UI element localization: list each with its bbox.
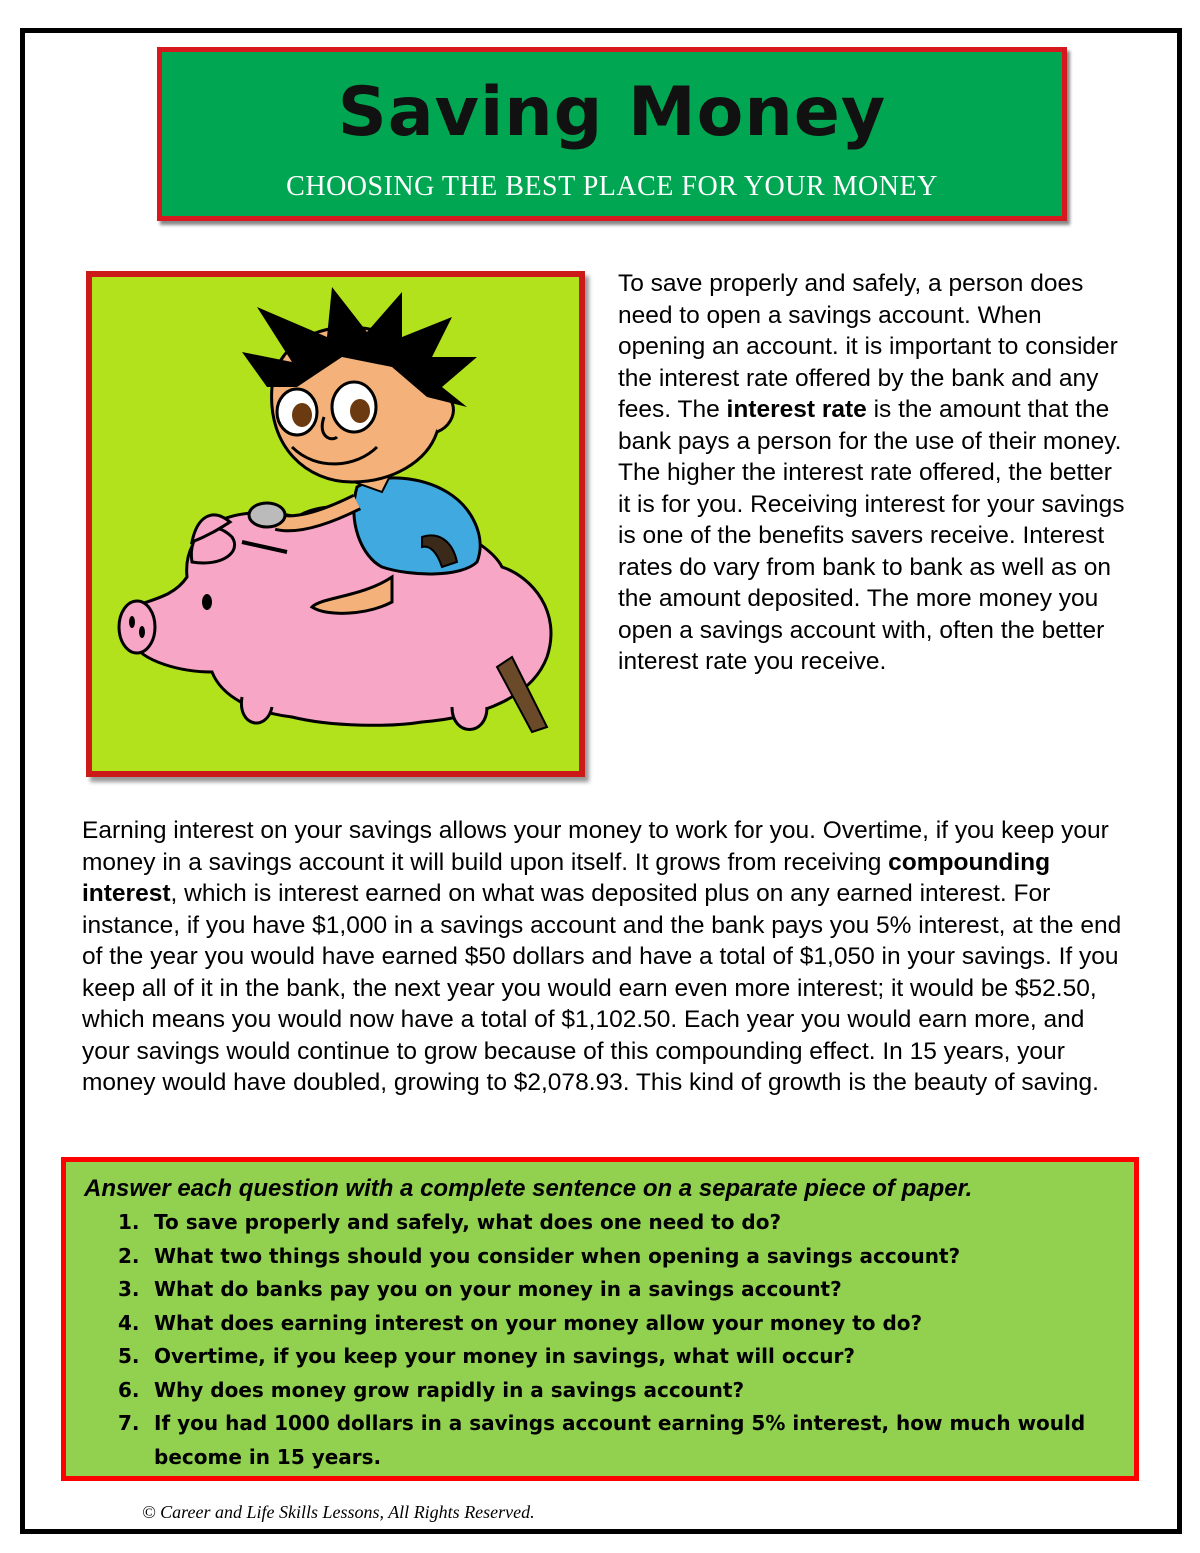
question-item	[118, 1340, 1118, 1374]
boy-on-piggy-bank-illustration	[86, 271, 585, 777]
question-number: 6.	[118, 1377, 140, 1402]
intro-text-part2: is the amount that the bank pays a person for the use of their money. The higher the interest rate offered, the better it is for you. Receiving interest for your savings is one of the benefits savers receive. Interest rates do vary from bank to bank as well as on the amount deposited. The more money you open a savings account with, often the better interest rate you receive.	[618, 396, 1125, 675]
piggy-bank-cartoon-image	[92, 277, 579, 771]
question-number: 1.	[118, 1210, 140, 1234]
question-number: 4.	[118, 1310, 140, 1335]
compounding-interest-term: compounding interest	[82, 848, 1051, 907]
title-banner	[157, 47, 1067, 221]
question-item	[118, 1240, 1118, 1274]
question-number: 2.	[118, 1243, 140, 1268]
question-text: What does earning interest on your money allow your money to do?	[154, 1310, 923, 1335]
question-number: 3.	[118, 1277, 140, 1301]
interest-rate-term: interest rate	[726, 396, 867, 423]
question-number: 5.	[118, 1344, 140, 1368]
question-item	[118, 1374, 1118, 1408]
intro-text-part1: To save properly and safely, a person does need to open a savings account. When opening an account. it is important to consider the interest rate offered by the bank and any fees. The	[618, 270, 1118, 423]
page-subtitle: CHOOSING THE BEST PLACE FOR YOUR MONEY	[286, 171, 938, 202]
question-text: To save properly and safely, what does one need to do?	[154, 1210, 782, 1234]
question-text: If you had 1000 dollars in a savings account earning 5% interest, how much would become in 15 years.	[154, 1411, 1086, 1469]
compounding-text-part2: , which is interest earned on what was deposited plus on any earned interest. For instance, if you have $1,000 in a savings account and the bank pays you 5% interest, at the end of the year you would have earned $50 dollars and have a total of $1,050 in your savings. If you keep all of it in the bank, the next year you would earn even more interest; it would be $52.50, which means you would now have a total of $1,102.50. Each year you would earn more, and your savings would continue to grow because of this compounding effect. In 15 years, your money would have doubled, growing to $2,078.93. This kind of growth is the beauty of saving.	[82, 880, 1122, 1096]
intro-paragraph	[618, 268, 1128, 678]
question-text: What do banks pay you on your money in a savings account?	[154, 1277, 842, 1301]
compounding-text-part1: Earning interest on your savings allows your money to work for you. Overtime, if you keep your money in a savings account it will build upon itself. It grows from receiving	[82, 817, 1109, 876]
question-item	[118, 1273, 1118, 1307]
question-item	[118, 1307, 1118, 1341]
question-text: Why does money grow rapidly in a savings account?	[154, 1377, 745, 1402]
question-item	[118, 1407, 1118, 1474]
compounding-paragraph	[82, 815, 1127, 1099]
question-text: Overtime, if you keep your money in savings, what will occur?	[154, 1344, 856, 1368]
question-item	[118, 1206, 1118, 1240]
copyright-notice: © Career and Life Skills Lessons, All Rights Reserved.	[142, 1502, 535, 1522]
questions-header: Answer each question with a complete sentence on a separate piece of paper.	[84, 1175, 973, 1202]
question-number: 7.	[118, 1411, 140, 1435]
questions-box	[61, 1157, 1139, 1481]
question-text: What two things should you consider when opening a savings account?	[154, 1243, 961, 1268]
page-title: Saving Money	[337, 73, 887, 152]
questions-list	[118, 1206, 1118, 1474]
